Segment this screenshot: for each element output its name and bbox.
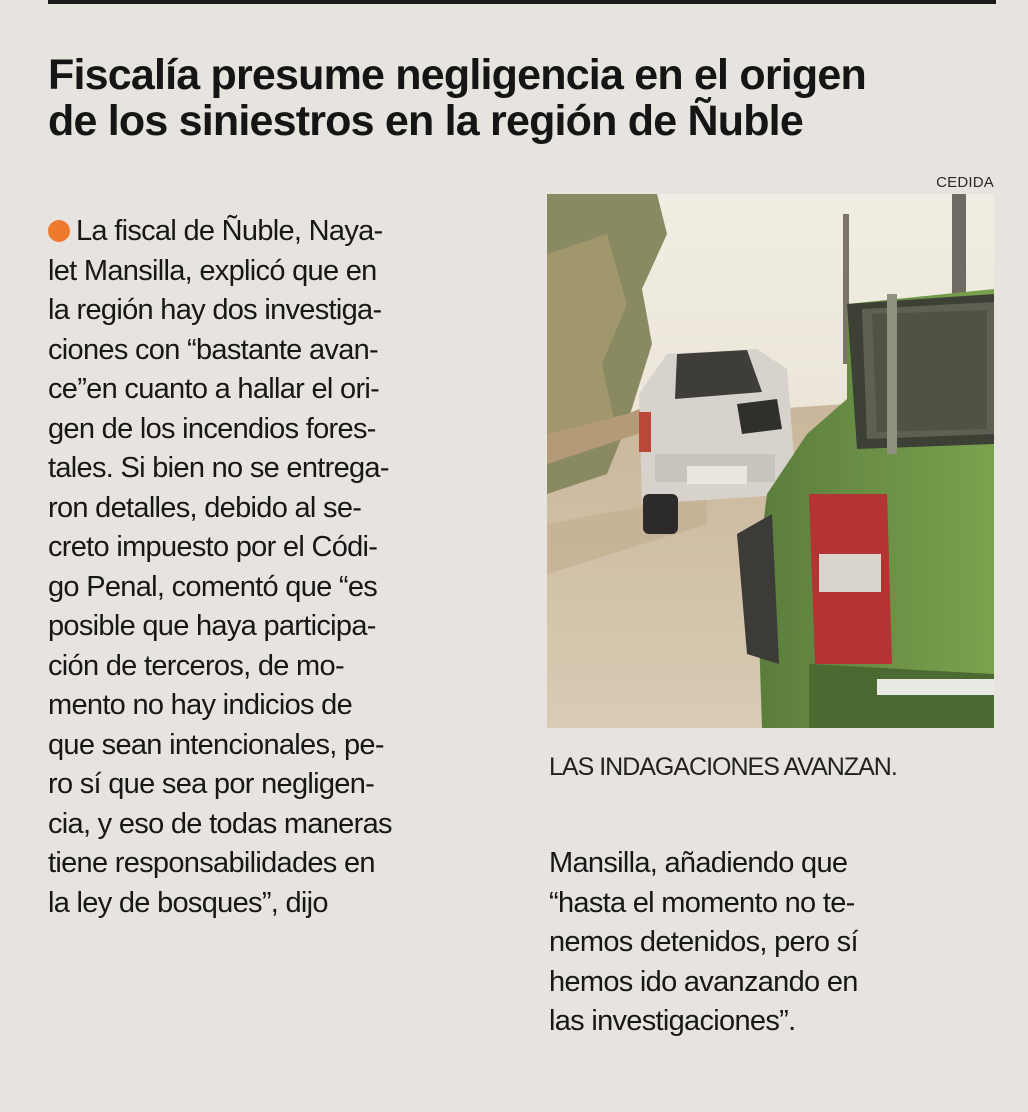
body-line: ron detalles, debido al se- <box>48 491 362 524</box>
top-rule <box>48 0 996 4</box>
body-line-text: La fiscal de Ñuble, Naya- <box>76 215 383 247</box>
article-body-continuation <box>549 844 999 1042</box>
body-line: que sean intencionales, pe- <box>48 728 384 761</box>
body-line: la región hay dos investiga- <box>48 294 382 326</box>
body-line: hemos ido avanzando en <box>549 965 858 998</box>
body-line: posible que haya participa- <box>48 610 376 642</box>
photo-credit: CEDIDA <box>936 174 994 191</box>
bullet-dot-icon <box>48 220 70 242</box>
headline-line: de los siniestros en la región de Ñuble <box>48 97 803 145</box>
body-line: “hasta el momento no te- <box>549 886 855 919</box>
body-line: ción de terceros, de mo- <box>48 649 344 682</box>
photo-caption: LAS INDAGACIONES AVANZAN. <box>549 753 897 781</box>
body-line: creto impuesto por el Códi- <box>48 531 378 563</box>
body-line: la ley de bosques”, dijo <box>48 886 328 919</box>
article-body <box>48 212 500 923</box>
body-line: cia, y eso de todas maneras <box>48 807 392 840</box>
vehicles-on-dirt-road-image <box>547 194 994 728</box>
body-line: ce”en cuanto a hallar el ori- <box>48 373 380 405</box>
article-headline <box>48 52 1008 144</box>
body-line: ciones con “bastante avan- <box>48 333 379 366</box>
body-line: tales. Si bien no se entrega- <box>48 452 389 484</box>
body-line: tiene responsabilidades en <box>48 847 375 879</box>
body-line: gen de los incendios fores- <box>48 412 376 445</box>
body-line: ro sí que sea por negligen- <box>48 768 375 800</box>
article-photo <box>547 194 994 728</box>
body-line: mento no hay indicios de <box>48 689 353 721</box>
body-line: Mansilla, añadiendo que <box>549 847 848 879</box>
body-line: go Penal, comentó que “es <box>48 570 378 603</box>
body-line: let Mansilla, explicó que en <box>48 254 377 287</box>
body-line: nemos detenidos, pero sí <box>549 926 858 958</box>
headline-line: Fiscalía presume negligencia en el origen <box>48 51 866 99</box>
body-line <box>48 212 500 252</box>
body-line: las investigaciones”. <box>549 1005 796 1037</box>
